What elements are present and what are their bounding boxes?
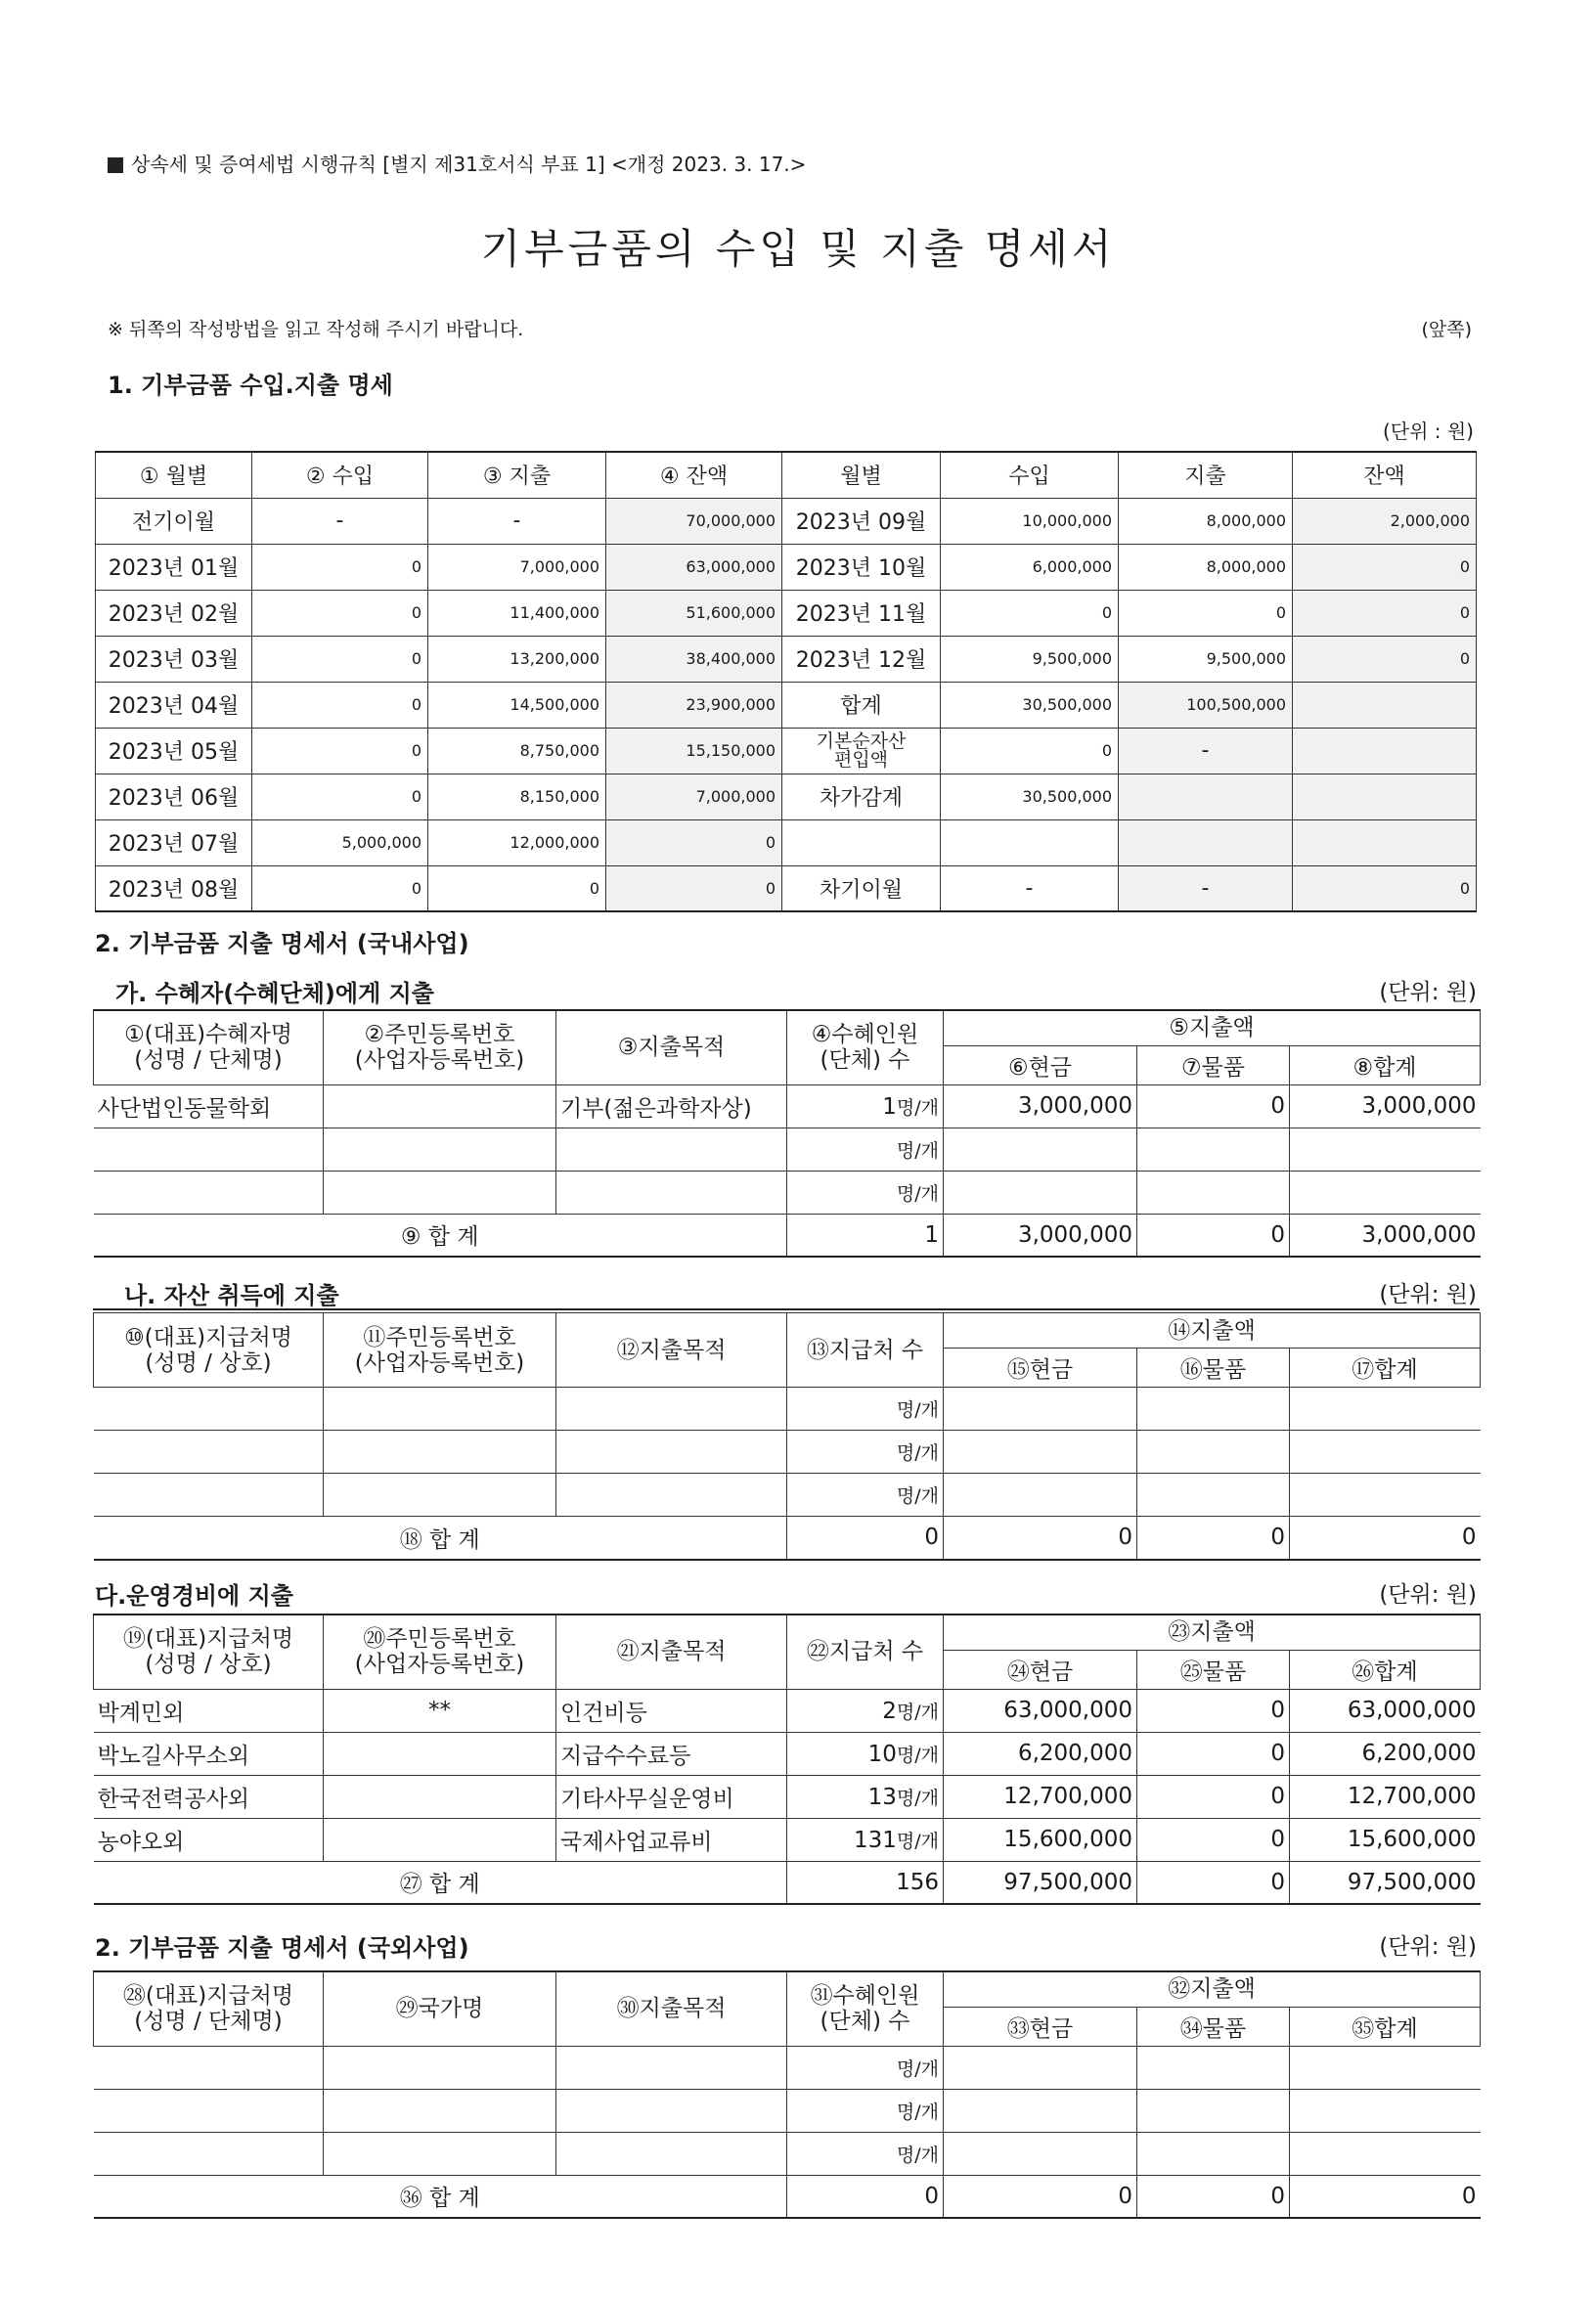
column-header: 지출 — [1119, 452, 1293, 498]
sum-cash: 97,500,000 — [944, 1861, 1137, 1904]
table-row — [94, 1128, 1481, 1171]
table-cell: 9,500,000 — [941, 636, 1119, 682]
header-id: ⑳주민등록번호 (사업자등록번호) — [324, 1614, 556, 1689]
table-cell: 100,500,000 — [1119, 682, 1293, 728]
row-cash: 15,600,000 — [944, 1818, 1137, 1861]
row-goods — [1137, 2089, 1290, 2132]
asset-acquisition-table — [93, 1312, 1481, 1561]
table-cell — [1293, 819, 1477, 865]
header-name: ①(대표)수혜자명 (성명 / 단체명) — [94, 1010, 324, 1084]
section2a-unit: (단위: 원) — [1379, 980, 1477, 1005]
table-cell — [1119, 819, 1293, 865]
table-cell: 2023년 06월 — [96, 774, 252, 819]
row-id — [324, 2046, 556, 2089]
row-name: 사단법인동물학회 — [94, 1084, 324, 1128]
row-count — [787, 1775, 944, 1818]
table-cell: - — [1119, 865, 1293, 911]
table-cell: 2023년 03월 — [96, 636, 252, 682]
header-row — [94, 1971, 1481, 2007]
table-row — [96, 728, 1477, 774]
sum-label: ㉗ 합 계 — [94, 1861, 787, 1904]
row-purpose — [556, 1431, 787, 1474]
table-cell: 38,400,000 — [606, 636, 782, 682]
row-total — [1290, 1474, 1481, 1517]
row-count-value: 2 — [882, 1698, 897, 1724]
row-cash: 63,000,000 — [944, 1689, 1137, 1732]
header-count: ㉛수혜인원 (단체) 수 — [787, 1971, 944, 2046]
table-row — [94, 1388, 1481, 1431]
section2-domestic-title: 2. 기부금품 지출 명세서 (국내사업) — [95, 930, 469, 957]
table-cell: 2023년 01월 — [96, 544, 252, 590]
page-title: 기부금품의 수입 및 지출 명세서 — [480, 225, 1116, 273]
table-cell: 30,500,000 — [941, 774, 1119, 819]
row-name — [94, 1388, 324, 1431]
row-total: 3,000,000 — [1290, 1084, 1481, 1128]
table-cell: 2023년 10월 — [782, 544, 941, 590]
row-count-unit: 명/개 — [896, 1096, 939, 1119]
row-id — [324, 1775, 556, 1818]
divider — [93, 1308, 1480, 1310]
sum-count: 0 — [787, 1517, 944, 1560]
row-cash — [944, 2132, 1137, 2175]
sum-total: 0 — [1290, 1517, 1481, 1560]
row-name: 농야오외 — [94, 1818, 324, 1861]
row-id — [324, 1128, 556, 1171]
table-cell: 51,600,000 — [606, 590, 782, 636]
table-cell: 0 — [941, 728, 1119, 774]
row-goods — [1137, 1128, 1290, 1171]
row-purpose — [556, 1171, 787, 1214]
table-cell: 2023년 08월 — [96, 865, 252, 911]
table-cell: 63,000,000 — [606, 544, 782, 590]
row-name: 한국전력공사외 — [94, 1775, 324, 1818]
row-total — [1290, 1128, 1481, 1171]
header-total: ⑧합계 — [1290, 1045, 1481, 1084]
table-cell: - — [428, 498, 606, 544]
row-goods — [1137, 2132, 1290, 2175]
table-cell: 30,500,000 — [941, 682, 1119, 728]
page-side-label: (앞쪽) — [1421, 319, 1472, 340]
row-name: 박노길사무소외 — [94, 1732, 324, 1775]
table-cell: 0 — [252, 544, 428, 590]
table-cell: 8,000,000 — [1119, 498, 1293, 544]
table-cell — [1293, 774, 1477, 819]
column-header: 월별 — [782, 452, 941, 498]
row-goods — [1137, 1474, 1290, 1517]
row-id — [324, 1388, 556, 1431]
table-cell: 2023년 04월 — [96, 682, 252, 728]
table-cell: 2023년 05월 — [96, 728, 252, 774]
table-cell: 14,500,000 — [428, 682, 606, 728]
table-cell: 7,000,000 — [428, 544, 606, 590]
table-cell — [782, 819, 941, 865]
form-reference — [108, 149, 806, 177]
row-cash — [944, 1128, 1137, 1171]
row-total — [1290, 2046, 1481, 2089]
sum-total: 97,500,000 — [1290, 1861, 1481, 1904]
row-name — [94, 1474, 324, 1517]
header-cash: ㉔현금 — [944, 1650, 1137, 1689]
table-row — [96, 774, 1477, 819]
sum-label: ㊱ 합 계 — [94, 2175, 787, 2218]
table-cell: - — [1119, 728, 1293, 774]
row-purpose: 지급수수료등 — [556, 1732, 787, 1775]
row-total: 63,000,000 — [1290, 1689, 1481, 1732]
header-total: ㉖합계 — [1290, 1650, 1481, 1689]
row-total — [1290, 1388, 1481, 1431]
header-goods: ⑦물품 — [1137, 1045, 1290, 1084]
header-purpose: ③지출목적 — [556, 1010, 787, 1084]
table-cell: 0 — [252, 774, 428, 819]
row-id — [324, 1732, 556, 1775]
header-row — [96, 452, 1477, 498]
row-name — [94, 1431, 324, 1474]
table-cell: 전기이월 — [96, 498, 252, 544]
sum-cash: 3,000,000 — [944, 1214, 1137, 1257]
header-purpose: ㉑지출목적 — [556, 1614, 787, 1689]
column-header: ① 월별 — [96, 452, 252, 498]
table-cell: 23,900,000 — [606, 682, 782, 728]
sum-total: 3,000,000 — [1290, 1214, 1481, 1257]
table-cell: 11,400,000 — [428, 590, 606, 636]
table-cell: 0 — [428, 865, 606, 911]
table-row — [96, 636, 1477, 682]
sum-row — [94, 1214, 1481, 1257]
guide-note: ※ 뒤쪽의 작성방법을 읽고 작성해 주시기 바랍니다. — [108, 319, 524, 340]
table-row — [94, 1689, 1481, 1732]
section2a-title: 가. 수혜자(수혜단체)에게 지출 — [115, 980, 434, 1007]
section1-title: 1. 기부금품 수입.지출 명세 — [108, 372, 393, 399]
overseas-table — [93, 1970, 1481, 2219]
table-cell: 0 — [941, 590, 1119, 636]
row-count-unit: 명/개 — [896, 1442, 939, 1464]
column-header: 수입 — [941, 452, 1119, 498]
column-header: ③ 지출 — [428, 452, 606, 498]
row-count-value: 13 — [867, 1784, 897, 1810]
table-row — [94, 1171, 1481, 1214]
header-row — [94, 1010, 1481, 1045]
column-header: ④ 잔액 — [606, 452, 782, 498]
column-header: 잔액 — [1293, 452, 1477, 498]
table-row — [96, 865, 1477, 911]
row-total: 6,200,000 — [1290, 1732, 1481, 1775]
row-cash — [944, 1388, 1137, 1431]
table-cell: 2023년 02월 — [96, 590, 252, 636]
sum-label: ⑨ 합 계 — [94, 1214, 787, 1257]
header-row — [94, 1614, 1481, 1650]
row-cash — [944, 1474, 1137, 1517]
header-goods: ㉞물품 — [1137, 2007, 1290, 2046]
table-cell: 8,000,000 — [1119, 544, 1293, 590]
table-cell: 13,200,000 — [428, 636, 606, 682]
header-amount: ㉓지출액 — [944, 1614, 1481, 1650]
row-purpose — [556, 2046, 787, 2089]
header-id: ⑪주민등록번호 (사업자등록번호) — [324, 1313, 556, 1388]
row-count — [787, 2089, 944, 2132]
table-cell: 0 — [252, 728, 428, 774]
beneficiary-table — [93, 1009, 1481, 1258]
table-row — [96, 498, 1477, 544]
row-cash — [944, 2046, 1137, 2089]
table-row — [96, 682, 1477, 728]
row-goods — [1137, 1431, 1290, 1474]
row-id — [324, 1084, 556, 1128]
table-cell: 2023년 11월 — [782, 590, 941, 636]
header-cash: ㉝현금 — [944, 2007, 1137, 2046]
row-count — [787, 1689, 944, 1732]
table-cell: 0 — [252, 865, 428, 911]
income-expense-table — [95, 451, 1477, 912]
table-row — [96, 544, 1477, 590]
row-purpose — [556, 2132, 787, 2175]
header-name: ㉘(대표)지급처명 (성명 / 단체명) — [94, 1971, 324, 2046]
row-id — [324, 1431, 556, 1474]
row-count — [787, 1171, 944, 1214]
row-cash: 12,700,000 — [944, 1775, 1137, 1818]
table-cell: 5,000,000 — [252, 819, 428, 865]
table-cell: 0 — [252, 682, 428, 728]
table-cell: 기본순자산 편입액 — [782, 728, 941, 774]
table-cell: 2023년 09월 — [782, 498, 941, 544]
row-id — [324, 1474, 556, 1517]
table-cell: 합계 — [782, 682, 941, 728]
row-count-unit: 명/개 — [896, 1485, 939, 1507]
row-count-unit: 명/개 — [896, 1139, 939, 1162]
table-cell: - — [941, 865, 1119, 911]
row-purpose: 기부(젊은과학자상) — [556, 1084, 787, 1128]
table-row — [94, 1818, 1481, 1861]
table-cell: 0 — [1293, 865, 1477, 911]
row-cash: 3,000,000 — [944, 1084, 1137, 1128]
header-count: ④수혜인원 (단체) 수 — [787, 1010, 944, 1084]
sum-label: ⑱ 합 계 — [94, 1517, 787, 1560]
header-amount: ⑤지출액 — [944, 1010, 1481, 1045]
sum-row — [94, 2175, 1481, 2218]
header-id: ②주민등록번호 (사업자등록번호) — [324, 1010, 556, 1084]
row-count — [787, 1388, 944, 1431]
row-count — [787, 1732, 944, 1775]
row-purpose: 인건비등 — [556, 1689, 787, 1732]
row-count-unit: 명/개 — [896, 2144, 939, 2166]
sum-count: 1 — [787, 1214, 944, 1257]
header-purpose: ㉚지출목적 — [556, 1971, 787, 2046]
row-name — [94, 2089, 324, 2132]
row-cash — [944, 2089, 1137, 2132]
header-purpose: ⑫지출목적 — [556, 1313, 787, 1388]
header-amount: ⑭지출액 — [944, 1313, 1481, 1349]
table-cell — [1293, 728, 1477, 774]
sum-cash: 0 — [944, 1517, 1137, 1560]
row-goods — [1137, 1388, 1290, 1431]
table-cell — [941, 819, 1119, 865]
row-purpose — [556, 1474, 787, 1517]
row-count — [787, 2046, 944, 2089]
header-goods: ㉕물품 — [1137, 1650, 1290, 1689]
table-row — [94, 2046, 1481, 2089]
row-name — [94, 1128, 324, 1171]
row-cash: 6,200,000 — [944, 1732, 1137, 1775]
sum-goods: 0 — [1137, 2175, 1290, 2218]
row-name — [94, 2046, 324, 2089]
row-count-unit: 명/개 — [896, 1744, 939, 1766]
sum-count: 0 — [787, 2175, 944, 2218]
table-cell: 2023년 07월 — [96, 819, 252, 865]
table-cell — [1293, 682, 1477, 728]
row-purpose: 국제사업교류비 — [556, 1818, 787, 1861]
row-total — [1290, 1171, 1481, 1214]
sum-count: 156 — [787, 1861, 944, 1904]
header-total: ㉟합계 — [1290, 2007, 1481, 2046]
row-id — [324, 2089, 556, 2132]
row-count — [787, 1474, 944, 1517]
row-count-unit: 명/개 — [896, 1182, 939, 1205]
row-count-unit: 명/개 — [896, 1701, 939, 1723]
table-cell: 차가감계 — [782, 774, 941, 819]
row-goods: 0 — [1137, 1732, 1290, 1775]
sum-row — [94, 1861, 1481, 1904]
black-square-icon — [108, 157, 123, 173]
row-count-unit: 명/개 — [896, 1787, 939, 1809]
header-cash: ⑮현금 — [944, 1349, 1137, 1388]
row-goods: 0 — [1137, 1818, 1290, 1861]
table-row — [94, 1474, 1481, 1517]
sum-row — [94, 1517, 1481, 1560]
row-id: ** — [324, 1689, 556, 1732]
table-cell: - — [252, 498, 428, 544]
table-cell: 0 — [606, 865, 782, 911]
row-count — [787, 1128, 944, 1171]
header-id: ㉙국가명 — [324, 1971, 556, 2046]
table-cell: 0 — [606, 819, 782, 865]
row-count — [787, 1818, 944, 1861]
table-cell: 차기이월 — [782, 865, 941, 911]
table-cell: 0 — [1293, 544, 1477, 590]
header-cash: ⑥현금 — [944, 1045, 1137, 1084]
row-goods: 0 — [1137, 1084, 1290, 1128]
row-purpose: 기타사무실운영비 — [556, 1775, 787, 1818]
table-cell: 9,500,000 — [1119, 636, 1293, 682]
row-purpose — [556, 1128, 787, 1171]
table-cell: 7,000,000 — [606, 774, 782, 819]
section3-unit: (단위: 원) — [1379, 1934, 1477, 1960]
table-row — [94, 2132, 1481, 2175]
table-row — [94, 1732, 1481, 1775]
row-count-unit: 명/개 — [896, 1830, 939, 1852]
section1-unit: (단위 : 원) — [1382, 420, 1474, 443]
table-row — [96, 590, 1477, 636]
table-cell: 6,000,000 — [941, 544, 1119, 590]
header-amount: ㉜지출액 — [944, 1971, 1481, 2007]
row-count — [787, 1431, 944, 1474]
table-cell: 2023년 12월 — [782, 636, 941, 682]
header-name: ⑲(대표)지급처명 (성명 / 상호) — [94, 1614, 324, 1689]
table-cell: 70,000,000 — [606, 498, 782, 544]
row-count-unit: 명/개 — [896, 2101, 939, 2123]
table-cell: 10,000,000 — [941, 498, 1119, 544]
sum-goods: 0 — [1137, 1214, 1290, 1257]
row-purpose — [556, 2089, 787, 2132]
table-cell: 0 — [1293, 636, 1477, 682]
row-name: 박계민외 — [94, 1689, 324, 1732]
table-cell: 0 — [1119, 590, 1293, 636]
form-reference-text: 상속세 및 증여세법 시행규칙 [별지 제31호서식 부표 1] <개정 2023. 3. 17.> — [131, 153, 807, 176]
table-cell: 0 — [252, 590, 428, 636]
table-cell: 15,150,000 — [606, 728, 782, 774]
row-count-value: 131 — [853, 1827, 897, 1853]
row-total: 15,600,000 — [1290, 1818, 1481, 1861]
row-count-unit: 명/개 — [896, 1399, 939, 1421]
sum-goods: 0 — [1137, 1517, 1290, 1560]
header-total: ⑰합계 — [1290, 1349, 1481, 1388]
operating-expense-table — [93, 1614, 1481, 1905]
row-id — [324, 1171, 556, 1214]
row-count-value: 1 — [882, 1093, 897, 1120]
row-goods: 0 — [1137, 1775, 1290, 1818]
table-row — [94, 1431, 1481, 1474]
table-row — [94, 1775, 1481, 1818]
row-id — [324, 2132, 556, 2175]
row-name — [94, 1171, 324, 1214]
row-goods — [1137, 2046, 1290, 2089]
table-cell: 2,000,000 — [1293, 498, 1477, 544]
sum-total: 0 — [1290, 2175, 1481, 2218]
table-cell: 0 — [252, 636, 428, 682]
header-row — [94, 1313, 1481, 1349]
table-row — [96, 819, 1477, 865]
row-id — [324, 1818, 556, 1861]
table-row — [94, 1084, 1481, 1128]
section2c-title: 다.운영경비에 지출 — [95, 1582, 293, 1610]
row-cash — [944, 1431, 1137, 1474]
row-cash — [944, 1171, 1137, 1214]
header-count: ㉒지급처 수 — [787, 1614, 944, 1689]
table-cell — [1119, 774, 1293, 819]
row-count — [787, 2132, 944, 2175]
sum-goods: 0 — [1137, 1861, 1290, 1904]
section2b-unit: (단위: 원) — [1379, 1282, 1477, 1307]
section2b-title: 나. 자산 취득에 지출 — [124, 1282, 339, 1309]
header-name: ⑩(대표)지급처명 (성명 / 상호) — [94, 1313, 324, 1388]
row-goods — [1137, 1171, 1290, 1214]
row-total — [1290, 2132, 1481, 2175]
table-cell: 12,000,000 — [428, 819, 606, 865]
row-count-unit: 명/개 — [896, 2057, 939, 2080]
row-name — [94, 2132, 324, 2175]
table-cell: 0 — [1293, 590, 1477, 636]
section3-title: 2. 기부금품 지출 명세서 (국외사업) — [95, 1934, 469, 1962]
row-total — [1290, 1431, 1481, 1474]
header-goods: ⑯물품 — [1137, 1349, 1290, 1388]
table-cell: 8,750,000 — [428, 728, 606, 774]
sum-cash: 0 — [944, 2175, 1137, 2218]
section2c-unit: (단위: 원) — [1379, 1582, 1477, 1608]
row-goods: 0 — [1137, 1689, 1290, 1732]
header-count: ⑬지급처 수 — [787, 1313, 944, 1388]
row-purpose — [556, 1388, 787, 1431]
row-count — [787, 1084, 944, 1128]
table-row — [94, 2089, 1481, 2132]
row-total: 12,700,000 — [1290, 1775, 1481, 1818]
column-header: ② 수입 — [252, 452, 428, 498]
row-total — [1290, 2089, 1481, 2132]
row-count-value: 10 — [867, 1741, 897, 1767]
table-cell: 8,150,000 — [428, 774, 606, 819]
